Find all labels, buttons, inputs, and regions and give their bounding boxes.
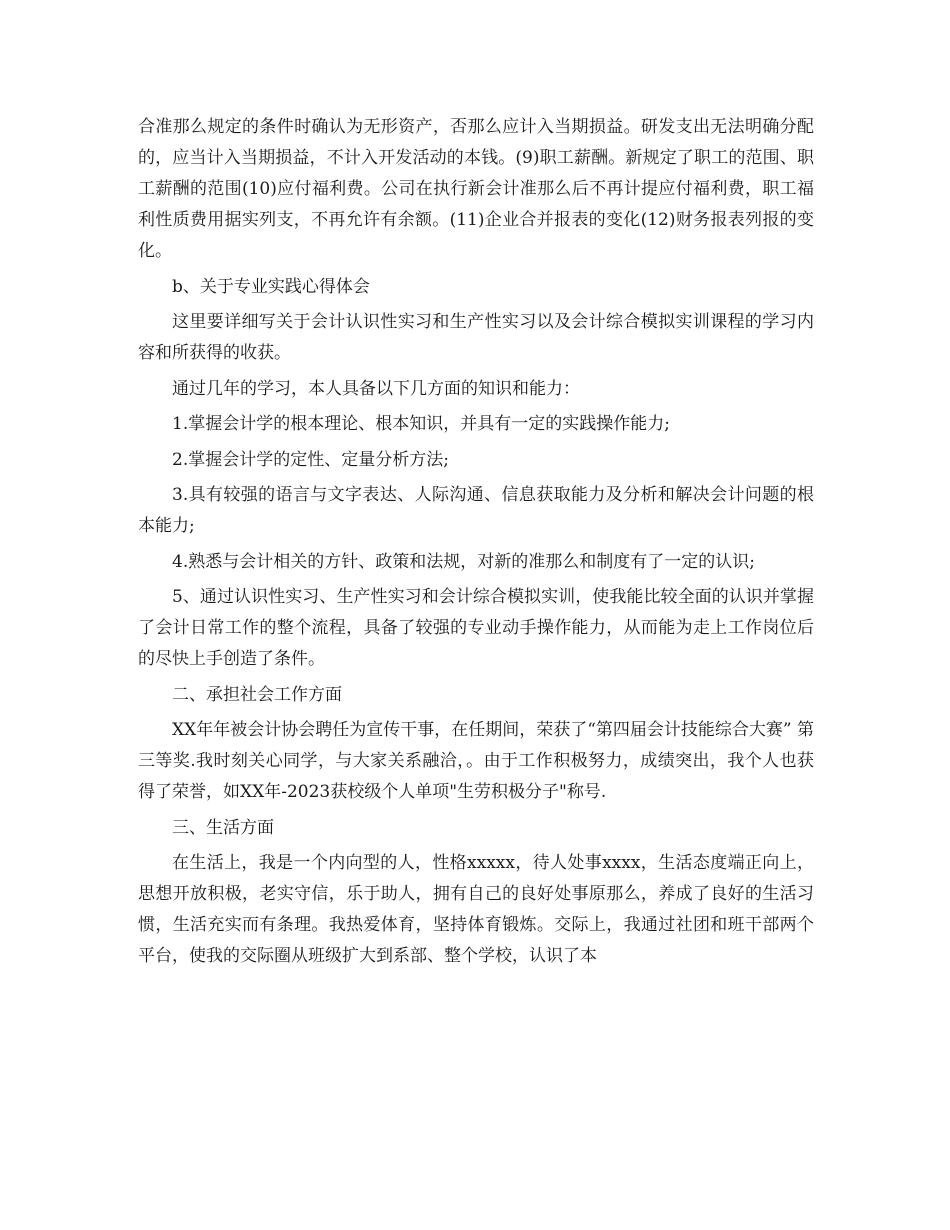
heading-social-work: 二、承担社会工作方面 [172,684,342,705]
paragraph-life: 在生活上，我是一个内向型的人，性格xxxxx，待人处事xxxx，生活态度端正向上，思想开放积极，老实守信，乐于助人，拥有自己的良好处事原那么，养成了良好的生活习惯，生活充实而有条理。我热爱体育，坚持体育锻炼。交际上，我通过社团和班干部两个平台，使我的交际圈从班级扩大到系部、整个学校，认识了本 [138,853,814,966]
list-item-ability-1: 1.掌握会计学的根本理论、根本知识，并具有一定的实践操作能力; [172,414,670,434]
list-item-ability-2: 2.掌握会计学的定性、定量分析方法; [172,449,449,470]
list-item-ability-4: 4.熟悉与会计相关的方针、政策和法规，对新的准那么和制度有了一定的认识; [172,551,755,572]
paragraph-social-work: XX年年被会计协会聘任为宣传干事，在任期间，荣获了“第四届会计技能综合大赛” 第三等奖.我时刻关心同学，与大家关系融洽，。由于工作积极努力，成绩突出，我个人也获得了荣誉，如XX年-2023获校级个人单项"生劳积极分子"称号. [138,720,814,802]
paragraph-accounting-standards-continued: 合准那么规定的条件时确认为无形资产，否那么应计入当期损益。研发支出无法明确分配的，应当计入当期损益，不计入开发活动的本钱。(9)职工薪酬。新规定了职工的范围、职工薪酬的范围(10)应付福利费。公司在执行新会计准那么后不再计提应付福利费，职工福利性质费用据实列支，不再允许有余额。(11)企业合并报表的变化(12)财务报表列报的变化。 [138,117,814,261]
paragraph-practice-description: 这里要详细写关于会计认识性实习和生产性实习以及会计综合模拟实训课程的学习内容和所获得的收获。 [138,312,814,363]
heading-practice-experience: b、关于专业实践心得体会 [172,276,370,297]
list-item-ability-5: 5、通过认识性实习、生产性实习和会计综合模拟实训，使我能比较全面的认识并掌握了会计日常工作的整个流程，具备了较强的专业动手操作能力，从而能为走上工作岗位后的尽快上手创造了条件。 [138,587,814,669]
document-body [138,112,814,972]
heading-life: 三、生活方面 [172,817,274,838]
paragraph-abilities-intro: 通过几年的学习，本人具备以下几方面的知识和能力： [172,378,580,399]
list-item-ability-3: 3.具有较强的语言与文字表达、人际沟通、信息获取能力及分析和解决会计问题的根本能力; [138,485,814,536]
